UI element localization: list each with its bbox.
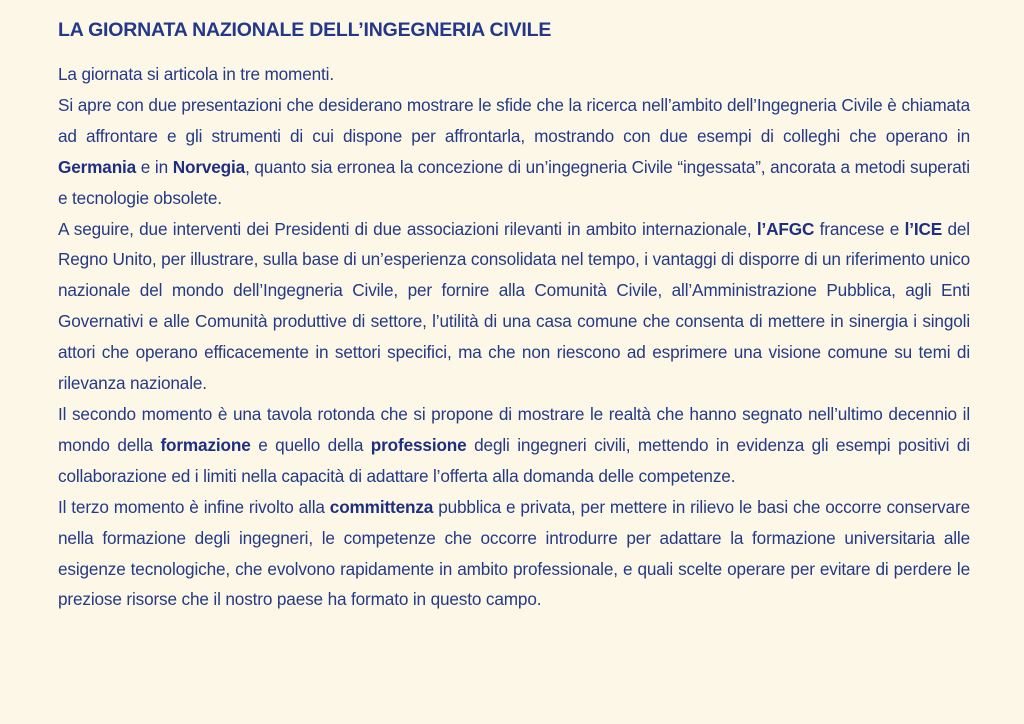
paragraph-associations — [58, 214, 970, 399]
highlight-norvegia: Norvegia — [172, 156, 246, 177]
paragraph-text: francese e — [814, 218, 905, 239]
paragraph-text: Il secondo momento è una tavola rotonda che si propone di mostrare le realtà che hanno segnato nell’ultimo decennio il mondo della — [58, 403, 970, 455]
document-body — [58, 59, 970, 615]
paragraph-text: e quello della — [250, 434, 371, 455]
paragraph-text: degli ingegneri civili, mettendo in evidenza gli esempi positivi di collaborazione ed i limiti nella capacità di adattare l’offerta alla domanda delle competenze. — [58, 434, 970, 486]
highlight-afgc: l’AFGC — [756, 218, 815, 239]
paragraph-text: La giornata si articola in tre momenti. — [58, 64, 334, 84]
highlight-committenza: committenza — [329, 496, 434, 517]
document-title: LA GIORNATA NAZIONALE DELL’INGEGNERIA CIVILE — [58, 19, 552, 41]
paragraph-round-table — [58, 399, 970, 492]
paragraph-text: Si apre con due presentazioni che desiderano mostrare le sfide che la ricerca nell’ambito dell’Ingegneria Civile è chiamata ad affrontare e gli strumenti di cui dispone per affrontarla, mostrando con due esempi di colleghi che operano in — [58, 94, 970, 146]
paragraph-text: A seguire, due interventi dei Presidenti di due associazioni rilevanti in ambito internazionale, — [58, 218, 757, 239]
highlight-formazione: formazione — [160, 434, 251, 455]
paragraph-text: e in — [136, 156, 173, 177]
paragraph-text: Il terzo momento è infine rivolto alla — [58, 496, 330, 517]
highlight-ice: l’ICE — [904, 218, 943, 239]
paragraph-text: pubblica e privata, per mettere in rilievo le basi che occorre conservare nella formazione degli ingegneri, le competenze che occorre introdurre per adattare la formazione universitaria alle esigenze tecnologiche, che evolvono rapidamente in ambito professionale, e quali scelte operare per evitare di perdere le preziose risorse che il nostro paese ha formato in questo campo. — [58, 496, 970, 610]
paragraph-presentations — [58, 90, 970, 214]
paragraph-text: del Regno Unito, per illustrare, sulla base di un’esperienza consolidata nel tempo, i vantaggi di disporre di un riferimento unico nazionale del mondo dell’Ingegneria Civile, per fornire alla Comunità Civile, all’Amministrazione Pubblica, agli Enti Governativi e alle Comunità produttive di settore, l’utilità di una casa comune che consenta di mettere in sinergia i singoli attori che operano efficacemente in settori specifici, ma che non riescono ad esprimere una visione comune su temi di rilevanza nazionale. — [58, 218, 970, 394]
paragraph-third-moment — [58, 492, 970, 616]
highlight-germania: Germania — [58, 156, 137, 177]
highlight-professione: professione — [370, 434, 467, 455]
paragraph-text: , quanto sia erronea la concezione di un’ingegneria Civile “ingessata”, ancorata a metodi superati e tecnologie obsolete. — [58, 156, 970, 208]
paragraph-intro — [58, 59, 970, 90]
